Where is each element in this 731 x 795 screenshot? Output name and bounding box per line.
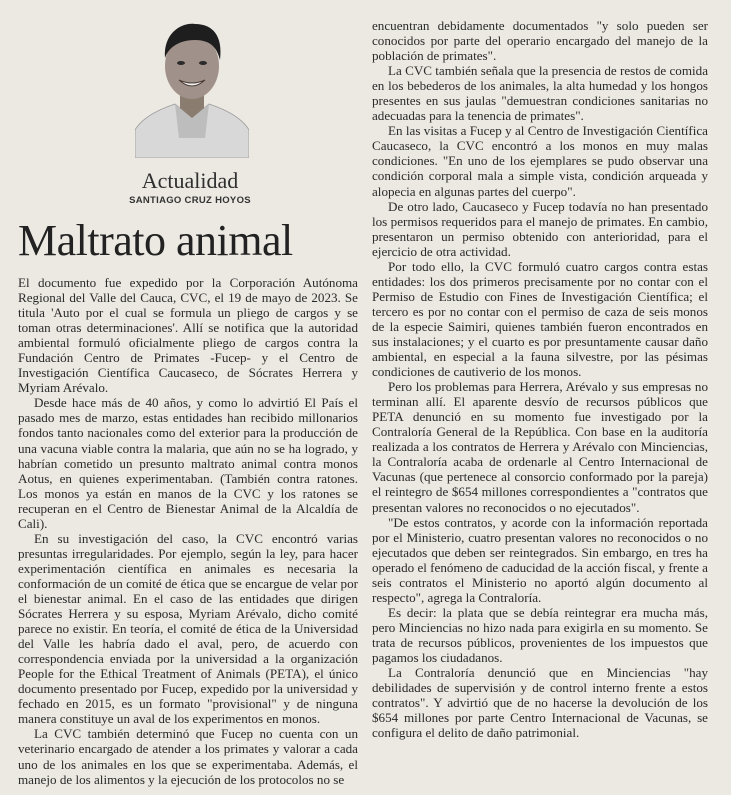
paragraph: Por todo ello, la CVC formuló cuatro cargos contra estas entidades: los dos primeros precisamente por no contar con el Permiso de Estudio con Fines de Investigación Científica; el tercero es por no contar con el permiso de caza de seis monos de la especie Saimiri, quienes también fueron encontrados en sus instalaciones; y el cuarto es por presuntamente causar daño ambiental, en especial a la fauna silvestre, por las pésimas condiciones de cautiverio de los monos. bbox=[372, 258, 708, 380]
paragraph: La CVC también señala que la presencia de restos de comida en los bebederos de los animales, la alta humedad y los hongos presentes en sus jaulas "demuestran condiciones sanitarias no adecuadas para la tenencia de primates". bbox=[372, 63, 708, 124]
paragraph: Pero los problemas para Herrera, Arévalo y sus empresas no terminan allí. El aparente desvío de recursos públicos que PETA denunció en su momento fue investigado por la Contraloría General de la República. Con base en la auditoría realizada a los contratos de Herrera y Arévalo con Minciencias, la Contraloría acaba de ordenarle al Centro Internacional de Vacunas (que pertenece al consorcio conformado por la pareja) el reintegro de $654 millones correspondientes a "contratos que presentan valores no reconocidos o no ejecutados". bbox=[372, 379, 708, 515]
paragraph: La CVC también determinó que Fucep no cuenta con un veterinario encargado de atender a los primates y valorar a cada uno de los animales en los que se experimentaba. Además, el manejo de los alimentos y la ejecución de los protocolos no se bbox=[18, 726, 358, 787]
headline: Maltrato animal bbox=[18, 216, 293, 265]
paragraph: De otro lado, Caucaseco y Fucep todavía no han presentado los permisos requeridos para el manejo de primates. En cambio, presentaron un permiso obtenido con anterioridad, para el ejercicio de otra actividad. bbox=[372, 198, 708, 259]
article-column-right bbox=[372, 18, 708, 740]
paragraph: Es decir: la plata que se debía reintegrar era mucha más, pero Minciencias no hizo nada para exigirla en su momento. Se trata de recursos públicos, provenientes de los impuestos que pagamos los ciudadanos. bbox=[372, 604, 708, 665]
paragraph: La Contraloría denunció que en Minciencias "hay debilidades de supervisión y de control interno frente a estos contratos". Y advirtió que de no hacerse la devolución de los $654 millones por parte Centro Internacional de Vacunas, se configura el delito de daño patrimonial. bbox=[372, 665, 708, 741]
paragraph: En las visitas a Fucep y al Centro de Investigación Científica Caucaseco, la CVC encontró a los monos en muy malas condiciones. "En uno de los ejemplares se pudo observar una condición corporal mala a simple vista, condición arqueada y alopecia en algunas partes del cuerpo". bbox=[372, 123, 708, 199]
author-photo bbox=[135, 18, 249, 158]
paragraph: "De estos contratos, y acorde con la información reportada por el Ministerio, cuatro presentan valores no reconocidos o no ejecutados que deben ser reintegrados. Sin embargo, en tres ha operado el fenómeno de caducidad de la acción fiscal, y frente a seis contratos el Ministerio no aportó algún documento al respecto", agrega la Contraloría. bbox=[372, 514, 708, 605]
article-column-left bbox=[18, 275, 358, 787]
author-byline: SANTIAGO CRUZ HOYOS bbox=[129, 195, 251, 206]
paragraph: encuentran debidamente documentados "y solo pueden ser conocidos por parte del operario encargado del manejo de la población de primates". bbox=[372, 18, 708, 64]
paragraph: El documento fue expedido por la Corporación Autónoma Regional del Valle del Cauca, CVC, el 19 de mayo de 2023. Se titula 'Auto por el cual se formula un pliego de cargos y se toman otras determinaciones'. Allí se notifica que la autoridad ambiental formuló oficialmente pliego de cargos contra la Fundación Centro de Primates -Fucep- y el Centro de Investigación Científica Caucaseco, de Sócrates Herrera y Myriam Arévalo. bbox=[18, 275, 358, 396]
paragraph: En su investigación del caso, la CVC encontró varias presuntas irregularidades. Por ejemplo, según la ley, para hacer experimentación científica en animales es necesaria la conformación de un comité de ética que se encargue de velar por el bienestar animal. En el caso de las entidades que dirigen Sócrates Herrera y su esposa, Myriam Arévalo, dicho comité parece no existir. En teoría, el comité de ética de la Universidad del Valle les habría dado el aval, pero, de acuerdo con correspondencia enviada por la universidad a la organización People for the Ethical Treatment of Animals (PETA), el único documento presentado por Fucep, expedido por la universidad y fechado en 2015, es un formato "provisional" y de ninguna manera constituye un aval de los experimentos en monos. bbox=[18, 530, 358, 727]
section-label: Actualidad bbox=[141, 168, 239, 193]
paragraph: Desde hace más de 40 años, y como lo advirtió El País el pasado mes de marzo, estas entidades han recibido millonarios fondos tanto nacionales como del exterior para la producción de una vacuna viable contra la malaria, que aún no se ha logrado, y habrían cometido un presunto maltrato animal contra monos Aotus, en quienes experimentaban. (También contra ratones. Los monos ya están en manos de la CVC y los ratones se recuperan en el Centro de Bienestar Animal de la Alcaldía de Cali). bbox=[18, 395, 358, 531]
